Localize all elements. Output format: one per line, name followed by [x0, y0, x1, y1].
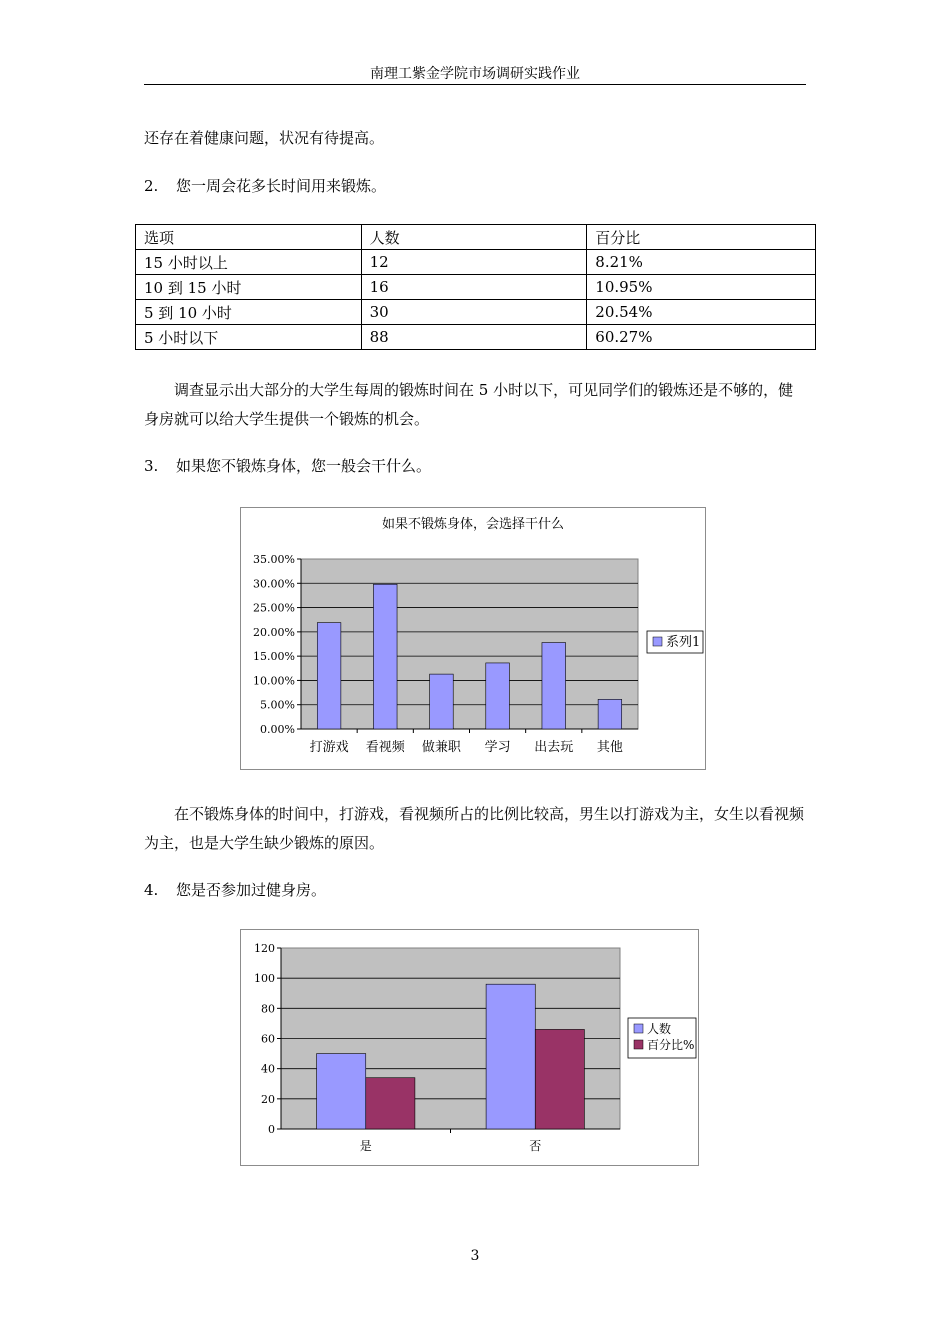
bar — [598, 699, 622, 729]
y-tick-label: 120 — [254, 942, 275, 955]
chart-title: 如果不锻炼身体，会选择干什么 — [381, 517, 565, 532]
table-cell: 16 — [361, 275, 587, 300]
table-cell: 5 到 10 小时 — [136, 300, 362, 325]
y-tick-label: 30.00% — [253, 577, 295, 591]
bar — [373, 584, 397, 729]
exercise-time-table — [135, 224, 816, 350]
y-tick-label: 25.00% — [253, 601, 295, 615]
y-tick-label: 10.00% — [253, 674, 295, 688]
table-row — [136, 300, 816, 325]
y-tick-label: 40 — [261, 1062, 275, 1076]
y-tick-label: 0.00% — [260, 723, 295, 736]
bar — [317, 1054, 366, 1129]
question-4-text: 您是否参加过健身房。 — [176, 881, 327, 899]
legend-swatch — [653, 637, 662, 646]
q2-analysis-paragraph: 调查显示出大部分的大学生每周的锻炼时间在 5 小时以下，可见同学们的锻炼还是不够的，健身房就可以给大学生提供一个锻炼的机会。 — [144, 381, 794, 428]
activity-chart-frame — [240, 507, 706, 770]
x-tick-label: 其他 — [596, 740, 623, 755]
bar — [366, 1078, 415, 1129]
question-2 — [144, 172, 808, 201]
question-4-number: 4. — [144, 881, 159, 899]
y-tick-label: 20 — [261, 1092, 275, 1106]
table-cell: 20.54% — [587, 300, 816, 325]
y-tick-label: 15.00% — [253, 650, 295, 664]
y-tick-label: 60 — [261, 1032, 275, 1046]
header-rule — [144, 84, 806, 85]
x-tick-label: 打游戏 — [309, 740, 349, 755]
bar — [430, 674, 454, 729]
table-cell: 8.21% — [587, 250, 816, 275]
y-tick-label: 80 — [261, 1002, 275, 1016]
table-header-cell: 百分比 — [587, 225, 816, 250]
question-3-number: 3. — [144, 457, 159, 475]
question-3-text: 如果您不锻炼身体，您一般会干什么。 — [176, 457, 432, 475]
table-header-cell: 选项 — [136, 225, 362, 250]
legend-label: 人数 — [647, 1022, 672, 1036]
bar — [486, 984, 535, 1129]
legend-label: 百分比% — [647, 1038, 695, 1052]
table-row — [136, 275, 816, 300]
question-4 — [144, 876, 808, 905]
x-tick-label: 出去玩 — [534, 740, 574, 755]
table-row — [136, 325, 816, 350]
plot-area — [301, 559, 638, 729]
q3-analysis-paragraph: 在不锻炼身体的时间中，打游戏，看视频所占的比例比较高，男生以打游戏为主，女生以看视频为主，也是大学生缺少锻炼的原因。 — [144, 805, 805, 852]
bar — [542, 643, 566, 729]
table-cell: 10.95% — [587, 275, 816, 300]
bar — [486, 663, 510, 729]
x-tick-label: 做兼职 — [421, 740, 461, 755]
table-cell: 60.27% — [587, 325, 816, 350]
bar — [535, 1029, 584, 1129]
y-tick-label: 20.00% — [253, 625, 295, 639]
table-cell: 5 小时以下 — [136, 325, 362, 350]
bar — [317, 623, 341, 729]
legend-swatch — [634, 1040, 643, 1049]
table-row — [136, 250, 816, 275]
table-cell: 10 到 15 小时 — [136, 275, 362, 300]
legend-swatch — [634, 1024, 643, 1033]
page-number: 3 — [470, 1248, 480, 1264]
page-header: 南理工紫金学院市场调研实践作业 — [370, 66, 580, 82]
table-cell: 88 — [361, 325, 587, 350]
table-cell: 15 小时以上 — [136, 250, 362, 275]
x-tick-label: 否 — [529, 1139, 542, 1153]
question-2-text: 您一周会花多长时间用来锻炼。 — [176, 177, 387, 195]
question-2-number: 2. — [144, 177, 159, 195]
y-tick-label: 5.00% — [260, 698, 295, 712]
legend-label: 系列1 — [666, 635, 701, 650]
y-tick-label: 0 — [268, 1123, 275, 1136]
y-tick-label: 100 — [254, 972, 275, 986]
x-tick-label: 看视频 — [365, 740, 405, 755]
intro-paragraph: 还存在着健康问题，状况有待提高。 — [144, 129, 385, 147]
gym-chart-frame — [240, 929, 699, 1166]
x-tick-label: 是 — [359, 1139, 372, 1153]
table-header-row — [136, 225, 816, 250]
x-tick-label: 学习 — [484, 740, 511, 755]
gym-participation-bar-chart — [241, 930, 698, 1165]
y-tick-label: 35.00% — [253, 553, 295, 566]
table-cell: 12 — [361, 250, 587, 275]
question-3 — [144, 452, 808, 481]
table-header-cell: 人数 — [361, 225, 587, 250]
table-cell: 30 — [361, 300, 587, 325]
activity-bar-chart — [241, 508, 705, 769]
